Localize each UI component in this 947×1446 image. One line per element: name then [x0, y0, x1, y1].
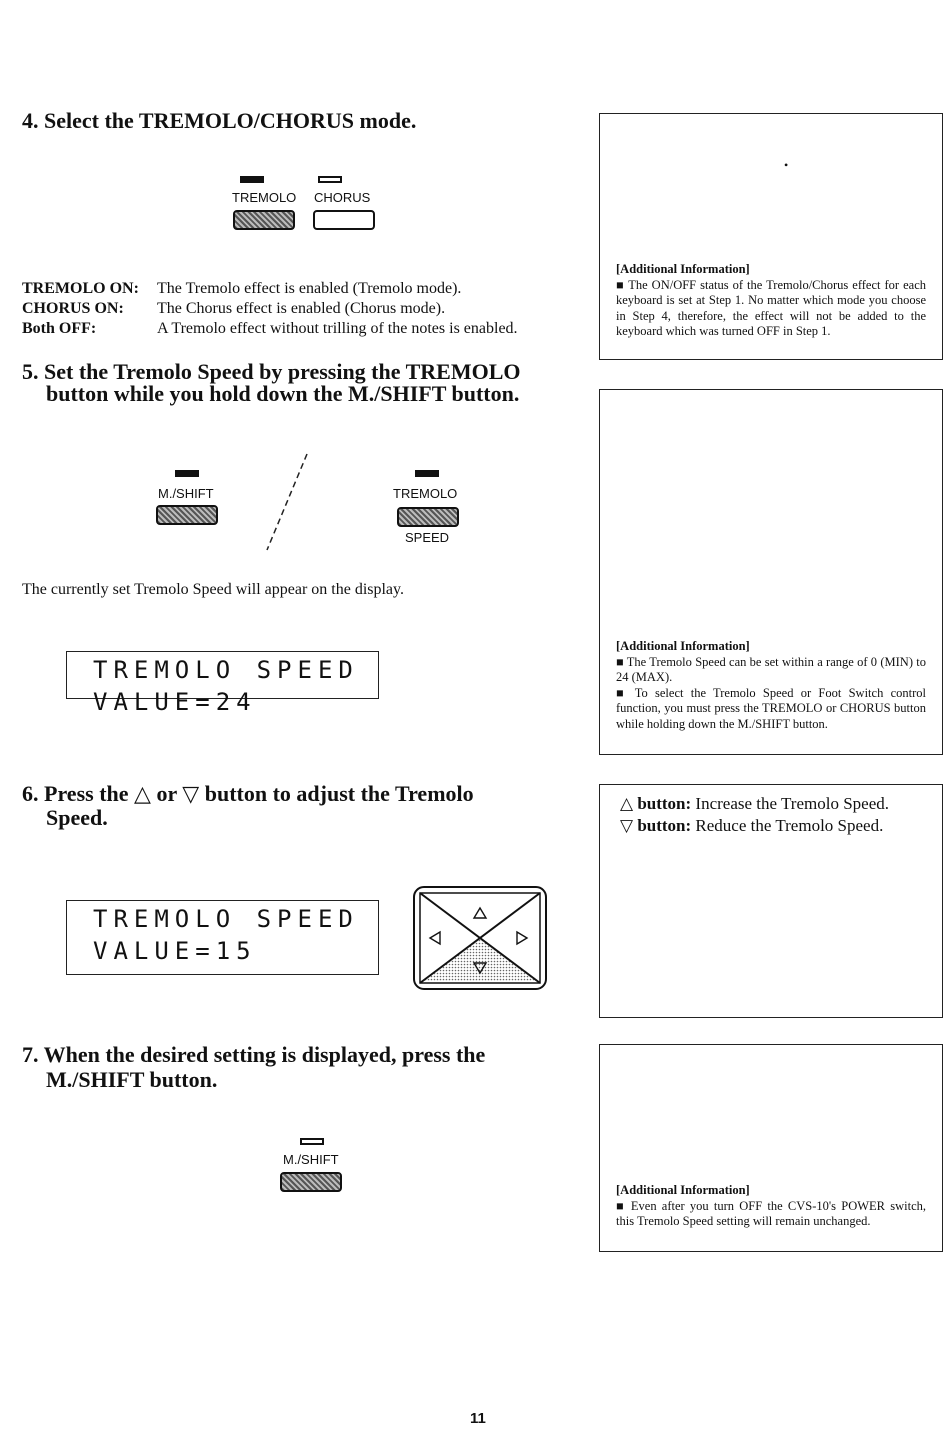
- speed-label: SPEED: [405, 530, 450, 545]
- page-number: 11: [470, 1410, 486, 1427]
- up-term: △ button:: [620, 794, 692, 813]
- lcd-display-24: [66, 651, 379, 716]
- step5-title-line1: 5. Set the Tremolo Speed by pressing the TREMOLO: [22, 359, 521, 384]
- down-button-line: [620, 815, 889, 837]
- definition-term: CHORUS ON:: [22, 300, 124, 317]
- mark-dot: •: [784, 158, 789, 172]
- lcd-line1: TREMOLO SPEED: [93, 656, 359, 684]
- down-desc: Reduce the Tremolo Speed.: [691, 816, 884, 835]
- step5-title-line2: button while you hold down the M./SHIFT button.: [46, 381, 520, 406]
- definition-desc: The Chorus effect is enabled (Chorus mode).: [157, 300, 446, 317]
- mshift-button-step7[interactable]: [280, 1172, 342, 1192]
- definition-row: [22, 279, 574, 301]
- definition-desc: A Tremolo effect without trilling of the notes is enabled.: [157, 320, 518, 337]
- definition-row: [22, 299, 574, 321]
- cursor-pad: [412, 885, 548, 991]
- info-heading: [Additional Information]: [616, 639, 750, 653]
- step5-info-box: [599, 389, 943, 755]
- definition-row: [22, 319, 574, 361]
- lcd-line2: VALUE=15: [93, 937, 257, 965]
- mshift-led: [175, 470, 199, 477]
- step5-text: The currently set Tremolo Speed will appear on the display.: [22, 581, 404, 598]
- tremolo-button[interactable]: [233, 210, 295, 230]
- lcd-line1: TREMOLO SPEED: [93, 905, 359, 933]
- info-text: ■ The ON/OFF status of the Tremolo/Chorus effect for each keyboard is set at Step 1. No matter which mode you choose in Step 4, therefore, the effect will not be added to the keyboard which was turned OFF in Step 1.: [616, 277, 926, 338]
- mshift-label-step7: M./SHIFT: [283, 1152, 339, 1167]
- mshift-led-step7: [300, 1138, 324, 1145]
- up-desc: Increase the Tremolo Speed.: [691, 794, 889, 813]
- tremolo-led-step5: [415, 470, 439, 477]
- tremolo-label-step5: TREMOLO: [393, 486, 458, 501]
- definition-term: Both OFF:: [22, 320, 97, 337]
- definition-term: TREMOLO ON:: [22, 280, 139, 297]
- tremolo-speed-button[interactable]: [397, 507, 459, 527]
- lcd-display-15: [66, 900, 379, 975]
- step4-title: 4. Select the TREMOLO/CHORUS mode.: [22, 108, 417, 133]
- step6-title-line1: 6. Press the △ or ▽ button to adjust the Tremolo: [22, 781, 474, 806]
- info-text-1: ■ The Tremolo Speed can be set within a range of 0 (MIN) to 24 (MAX).: [616, 654, 926, 684]
- info-text-2: ■ To select the Tremolo Speed or Foot Switch control function, you must press the TREMOLO or CHORUS button while holding down the M./SHIFT button.: [616, 685, 926, 731]
- step6-title-line2: Speed.: [46, 805, 108, 830]
- info-text: ■ Even after you turn OFF the CVS-10's POWER switch, this Tremolo Speed setting will remain unchanged.: [616, 1198, 926, 1228]
- info-heading: [Additional Information]: [616, 1183, 750, 1197]
- step7-title-line1: 7. When the desired setting is displayed, press the: [22, 1042, 486, 1067]
- up-button-line: [620, 793, 889, 815]
- down-term: ▽ button:: [620, 816, 692, 835]
- tremolo-label: TREMOLO: [232, 190, 297, 205]
- step7-title-line2: M./SHIFT button.: [46, 1067, 218, 1092]
- step4-info-box: [599, 113, 943, 360]
- tremolo-led: [240, 176, 264, 183]
- info-heading: [Additional Information]: [616, 262, 750, 276]
- definition-desc: The Tremolo effect is enabled (Tremolo mode).: [157, 280, 462, 297]
- mshift-label: M./SHIFT: [158, 486, 214, 501]
- mshift-button[interactable]: [156, 505, 218, 525]
- step6-info-box: [599, 784, 943, 1018]
- chorus-label: CHORUS: [314, 190, 371, 205]
- chorus-button[interactable]: [313, 210, 375, 230]
- lcd-line2: VALUE=24: [93, 688, 257, 716]
- chorus-led: [318, 176, 342, 183]
- step7-info-box: [599, 1044, 943, 1252]
- divider-dashed-line: [262, 452, 312, 552]
